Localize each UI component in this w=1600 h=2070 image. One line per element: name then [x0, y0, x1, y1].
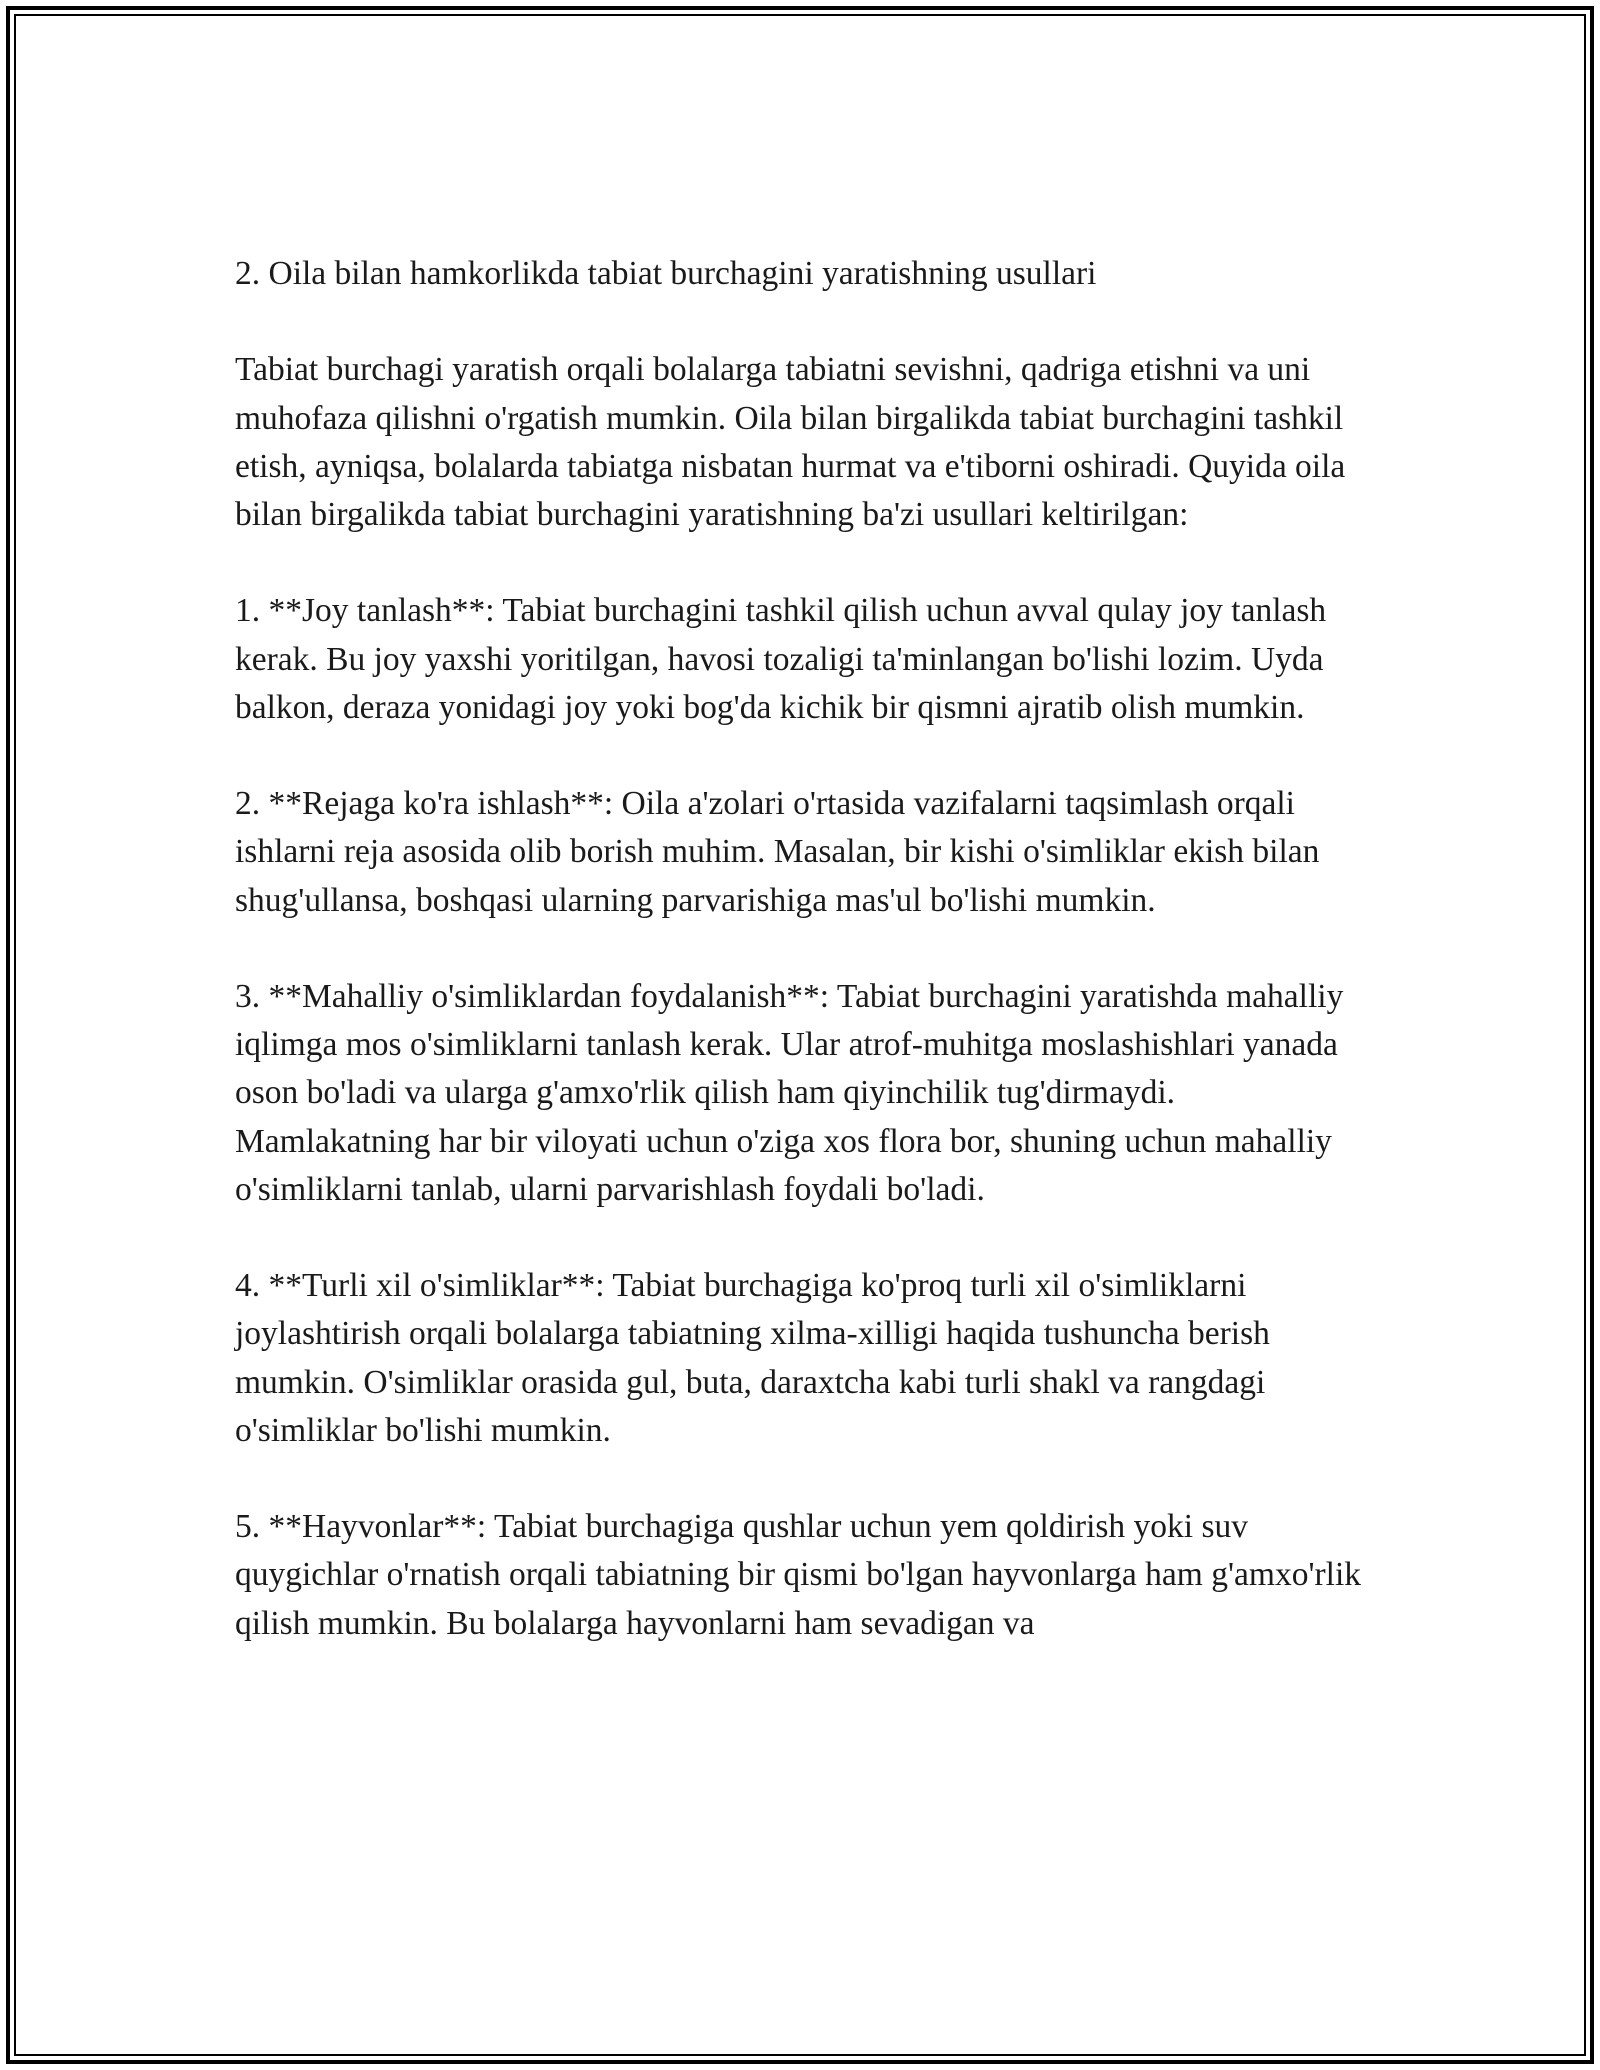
list-item-mahalliy-osimliklar: 3. **Mahalliy o'simliklardan foydalanish**: Tabiat burchagini yaratishda mahalliy iqlimga mos o'simliklarni tanlash kerak. Ular atrof-muhitga moslashishlari yanada oson bo'ladi va ularga g'amxo'rlik qilish ham qiyinchilik tug'dirmaydi. Mamlakatning har bir viloyati uchun o'ziga xos flora bor, shuning uchun mahalliy o'simliklarni tanlab, ularni parvarishlash foydali bo'ladi.: [235, 977, 1344, 1208]
intro-paragraph: Tabiat burchagi yaratish orqali bolalarga tabiatni sevishni, qadriga etishni va uni muhofaza qilishni o'rgatish mumkin. Oila bilan birgalikda tabiat burchagini tashkil etish, ayniqsa, bolalarda tabiatga nisbatan hurmat va e'tiborni oshiradi. Quyida oila bilan birgalikda tabiat burchagini yaratishning ba'zi usullari keltirilgan:: [235, 351, 1346, 533]
document-body: [235, 250, 1375, 1648]
list-item-joy-tanlash: 1. **Joy tanlash**: Tabiat burchagini tashkil qilish uchun avval qulay joy tanlash kerak. Bu joy yaxshi yoritilgan, havosi tozaligi ta'minlangan bo'lishi lozim. Uyda balkon, deraza yonidagi joy yoki bog'da kichik bir qismni ajratib olish mumkin.: [235, 592, 1327, 726]
list-item-rejaga-kora-ishlash: 2. **Rejaga ko'ra ishlash**: Oila a'zolari o'rtasida vazifalarni taqsimlash orqali ishlarni reja asosida olib borish muhim. Masalan, bir kishi o'simliklar ekish bilan shug'ullansa, boshqasi ularning parvarishiga mas'ul bo'lishi mumkin.: [235, 785, 1320, 919]
section-heading: 2. Oila bilan hamkorlikda tabiat burchagini yaratishning usullari: [235, 255, 1097, 292]
list-item-turli-xil-osimliklar: 4. **Turli xil o'simliklar**: Tabiat burchagiga ko'proq turli xil o'simliklarni joylashtirish orqali bolalarga tabiatning xilma-xilligi haqida tushuncha berish mumkin. O'simliklar orasida gul, buta, daraxtcha kabi turli shakl va rangdagi o'simliklar bo'lishi mumkin.: [235, 1267, 1270, 1449]
list-item-hayvonlar: 5. **Hayvonlar**: Tabiat burchagiga qushlar uchun yem qoldirish yoki suv quygichlar o'rnatish orqali tabiatning bir qismi bo'lgan hayvonlarga ham g'amxo'rlik qilish mumkin. Bu bolalarga hayvonlarni ham sevadigan va: [235, 1508, 1361, 1642]
